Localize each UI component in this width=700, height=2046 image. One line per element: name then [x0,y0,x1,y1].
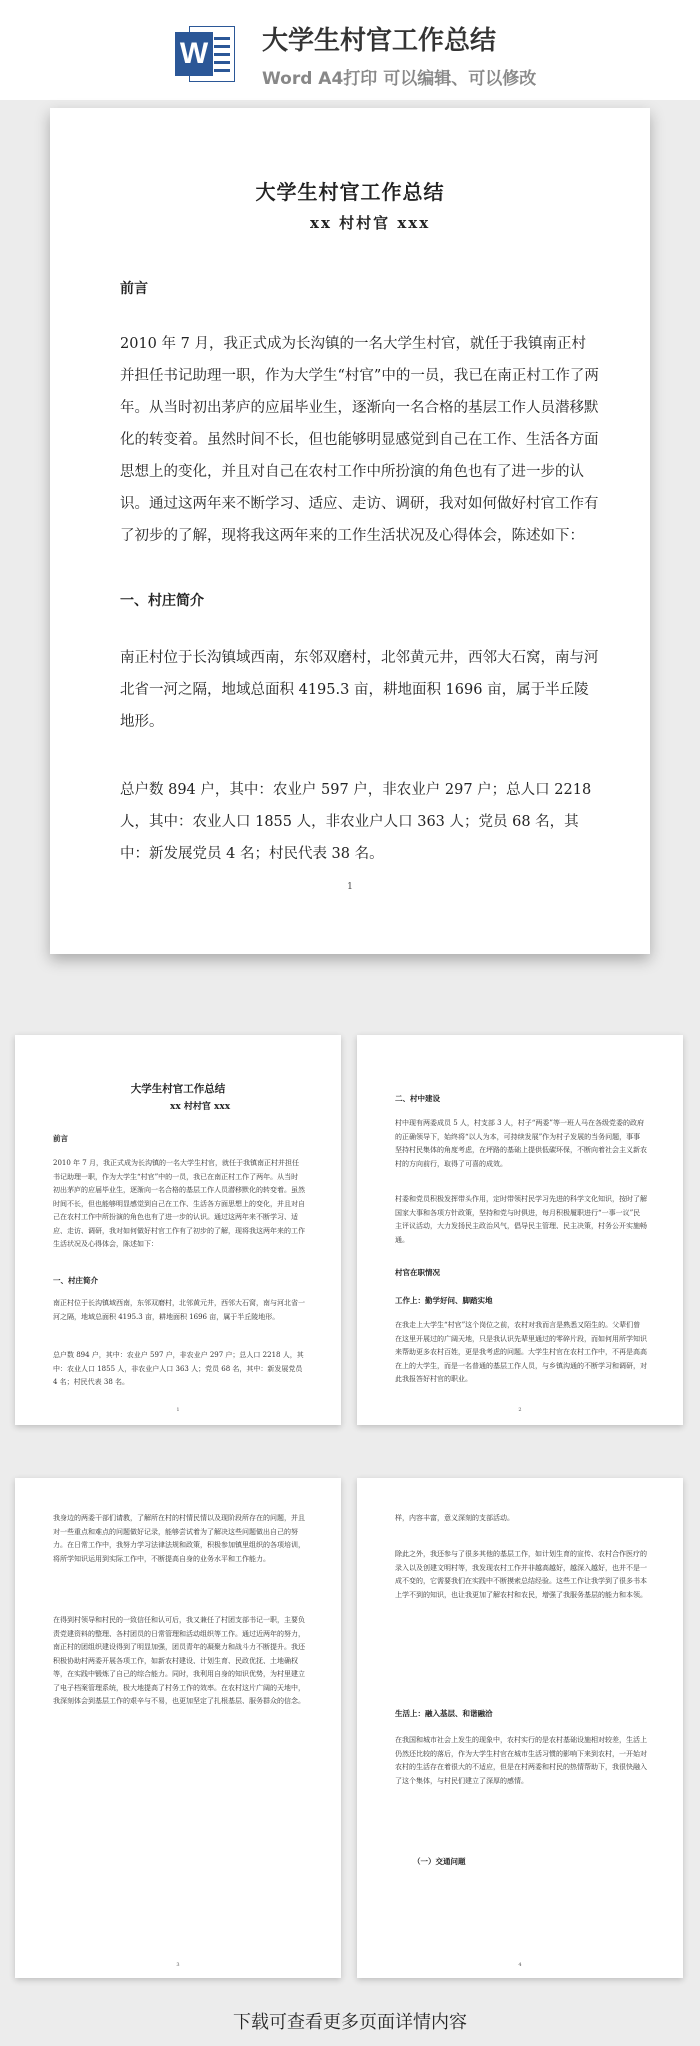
thumb-paragraph: 除此之外，我还参与了很多其他的基层工作，如计划生育的宣传、农村合作医疗的录入以及创建文明村等，我发现农村工作并非越高越好，越深入越好，也并不是一成不变的，它需要我们在实践中不断摸索总结经验。这些工作让我学到了很多书本上学不到的知识，也让我更加了解农村和农民，增强了我服务基层的能力和本领。 [395,1550,647,1599]
thumb-paragraph: 在我国和城市社会上发生的现象中，农村实行的是农村基础设施相对较差，生活上仍然还比较的落后，作为大学生村官在城市生活习惯的影响下来到农村，一开始对农村的生活存在着很大的不适应，但是在村两委和村民的热情帮助下，我很快融入了这个集体，与村民们建立了深厚的感情。 [395,1736,647,1785]
document-page-preview[interactable] [50,108,650,954]
thumb-page-number: 1 [176,1407,180,1413]
document-title: 大学生村官工作总结 [255,180,445,204]
thumb-title: 大学生村官工作总结 [130,1083,226,1095]
thumb-paragraph: 样，内容丰富，意义深刻的支部活动。 [395,1514,514,1522]
thumb-heading: （一）交通问题 [413,1857,466,1866]
village-location-paragraph: 南正村位于长沟镇域西南，东邻双磨村，北邻黄元井，西邻大石窝，南与河北省一河之隔，地域总面积 4195.3 亩，耕地面积 1696 亩，属于半丘陵地形。 [120,650,599,730]
page-thumbnail-2[interactable] [357,1035,683,1425]
header-banner [0,0,700,100]
page-thumbnail-3[interactable] [15,1478,341,1978]
word-document-icon [175,22,239,86]
thumb-paragraph: 村委和党员积极发挥带头作用，定时带领村民学习先进的科学文化知识，按时了解国家大事和各项方针政策，坚持和党与时俱进，每月积极履职进行“一事一议”民主评议活动，大力发扬民主政治风气，倡导民主管理、民主决策，村务公开实施畅通。 [395,1195,647,1244]
thumb-heading: 村官在职情况 [395,1268,440,1277]
page-thumbnail-1[interactable] [15,1035,341,1425]
banner-subtitle: Word A4打印 可以编辑、可以修改 [262,69,537,89]
page-thumbnail-4[interactable] [357,1478,683,1978]
preface-paragraph: 2010 年 7 月，我正式成为长沟镇的一名大学生村官，就任于我镇南正村并担任书记助理一职，作为大学生“村官”中的一员，我已在南正村工作了两年。从当时初出茅庐的应届毕业生，逐渐向一名合格的基层工作人员潜移默化的转变着。虽然时间不长，但也能够明显感觉到自己在工作、生活各方面思想上的变化，并且对自己在农村工作中所扮演的角色也有了进一步的认识。通过这两年来不断学习、适应、走访、调研，我对如何做好村官工作有了初步的了解，现将我这两年来的工作生活状况及心得体会，陈述如下： [120,336,599,544]
preface-heading: 前言 [120,281,148,297]
thumb-paragraph: 总户数 894 户，其中：农业户 597 户，非农业户 297 户；总人口 2218 人，其中：农业人口 1855 人，非农业户人口 363 人；党员 68 名，其中：新发展党员 4 名；村民代表 38 名。 [53,1351,304,1386]
thumb-heading: 生活上：融入基层、和谐融洽 [395,1709,493,1718]
thumb-page-number: 2 [518,1407,522,1413]
document-author: xx 村村官 xxx [310,214,431,232]
thumb-paragraph: 在得到村领导和村民的一致信任和认可后，我又兼任了村团支部书记一职，主要负责党建资料的整理、各村团员的日常管理和活动组织等工作。通过近两年的努力，南正村的团组织建设得到了明显加强，团员青年的凝聚力和战斗力不断提升。我还积极协助村两委开展各项工作，如新农村建设、计划生育、民政优抚、土地确权等，在实践中锻炼了自己的综合能力。同时，我利用自身的知识优势，为村里建立了电子档案管理系统，极大地提高了村务工作的效率。在农村这片广阔的天地中，我深刻体会到基层工作的艰辛与不易，也更加坚定了扎根基层、服务群众的信念。 [53,1616,305,1705]
thumb-page-number: 3 [176,1962,180,1968]
thumb-paragraph: 南正村位于长沟镇域西南，东邻双磨村，北邻黄元井，西邻大石窝，南与河北省一河之隔，地域总面积 4195.3 亩，耕地面积 1696 亩，属于半丘陵地形。 [53,1299,305,1321]
thumb-paragraph: 2010 年 7 月，我正式成为长沟镇的一名大学生村官，就任于我镇南正村并担任书记助理一职，作为大学生“村官”中的一员，我已在南正村工作了两年。从当时初出茅庐的应届毕业生，逐渐向一名合格的基层工作人员潜移默化的转变着。虽然时间不长，但也能够明显感觉到自己在工作、生活各方面思想上的变化，并且对自己在农村工作中所扮演的角色也有了进一步的认识。通过这两年来不断学习、适应、走访、调研，我对如何做好村官工作有了初步的了解，现将我这两年来的工作生活状况及心得体会，陈述如下： [53,1159,305,1248]
thumb-paragraph: 我身边的两委干部们请教，了解所在村的村情民情以及现阶段所存在的问题，并且对一些重点和难点的问题做好记录，能够尝试着为了解决这些问题做出自己的努力。在日常工作中，我努力学习法律法规和政策，积极参加镇里组织的各项培训，将所学知识运用到实际工作中，不断提高自身的业务水平和工作能力。 [53,1514,305,1563]
thumb-paragraph: 村中现有两委成员 5 人，村支部 3 人，村子“两委”等一班人马在各级党委的政府的正确领导下，始终将“以人为本，可持续发展”作为村子发展的当务问题，事事坚持村民集体的角度考虑，在坪路的基础上提供低碳环保，不断向着社会主义新农村的方向前行，取得了可喜的成效。 [395,1119,647,1168]
page-number: 1 [347,882,353,892]
thumb-page-number: 4 [518,1962,522,1968]
word-logo-letter: W [175,32,213,76]
section-heading-village-intro: 一、村庄简介 [120,593,204,609]
village-population-paragraph: 总户数 894 户，其中：农业户 597 户，非农业户 297 户；总人口 2218 人，其中：农业人口 1855 人，非农业户人口 363 人；党员 68 名，其中：新发展党员 4 名；村民代表 38 名。 [120,782,592,862]
thumb-heading: 工作上：勤学好问、脚踏实地 [395,1296,493,1305]
thumb-heading: 前言 [53,1134,68,1143]
download-more-link[interactable]: 下载可查看更多页面详情内容 [233,2012,467,2033]
thumb-paragraph: 在我走上大学生“村官”这个岗位之前，农村对我而言是熟悉又陌生的。父辈们曾在这里开展过的广阔天地，只是我认识先辈里通过的零碎片段，而如何用所学知识来帮助更多农村百姓，更是我考虑的问题。大学生村官在农村工作中，不再是高高在上的大学生，而是一名普通的基层工作人员，与乡镇沟通的不断学习和调研，对此我报答好村官的职业。 [395,1321,647,1383]
banner-title: 大学生村官工作总结 [262,26,497,56]
thumb-heading: 一、村庄简介 [53,1276,98,1285]
thumb-heading: 二、村中建设 [395,1094,440,1103]
thumb-author: xx 村村官 xxx [170,1102,231,1112]
